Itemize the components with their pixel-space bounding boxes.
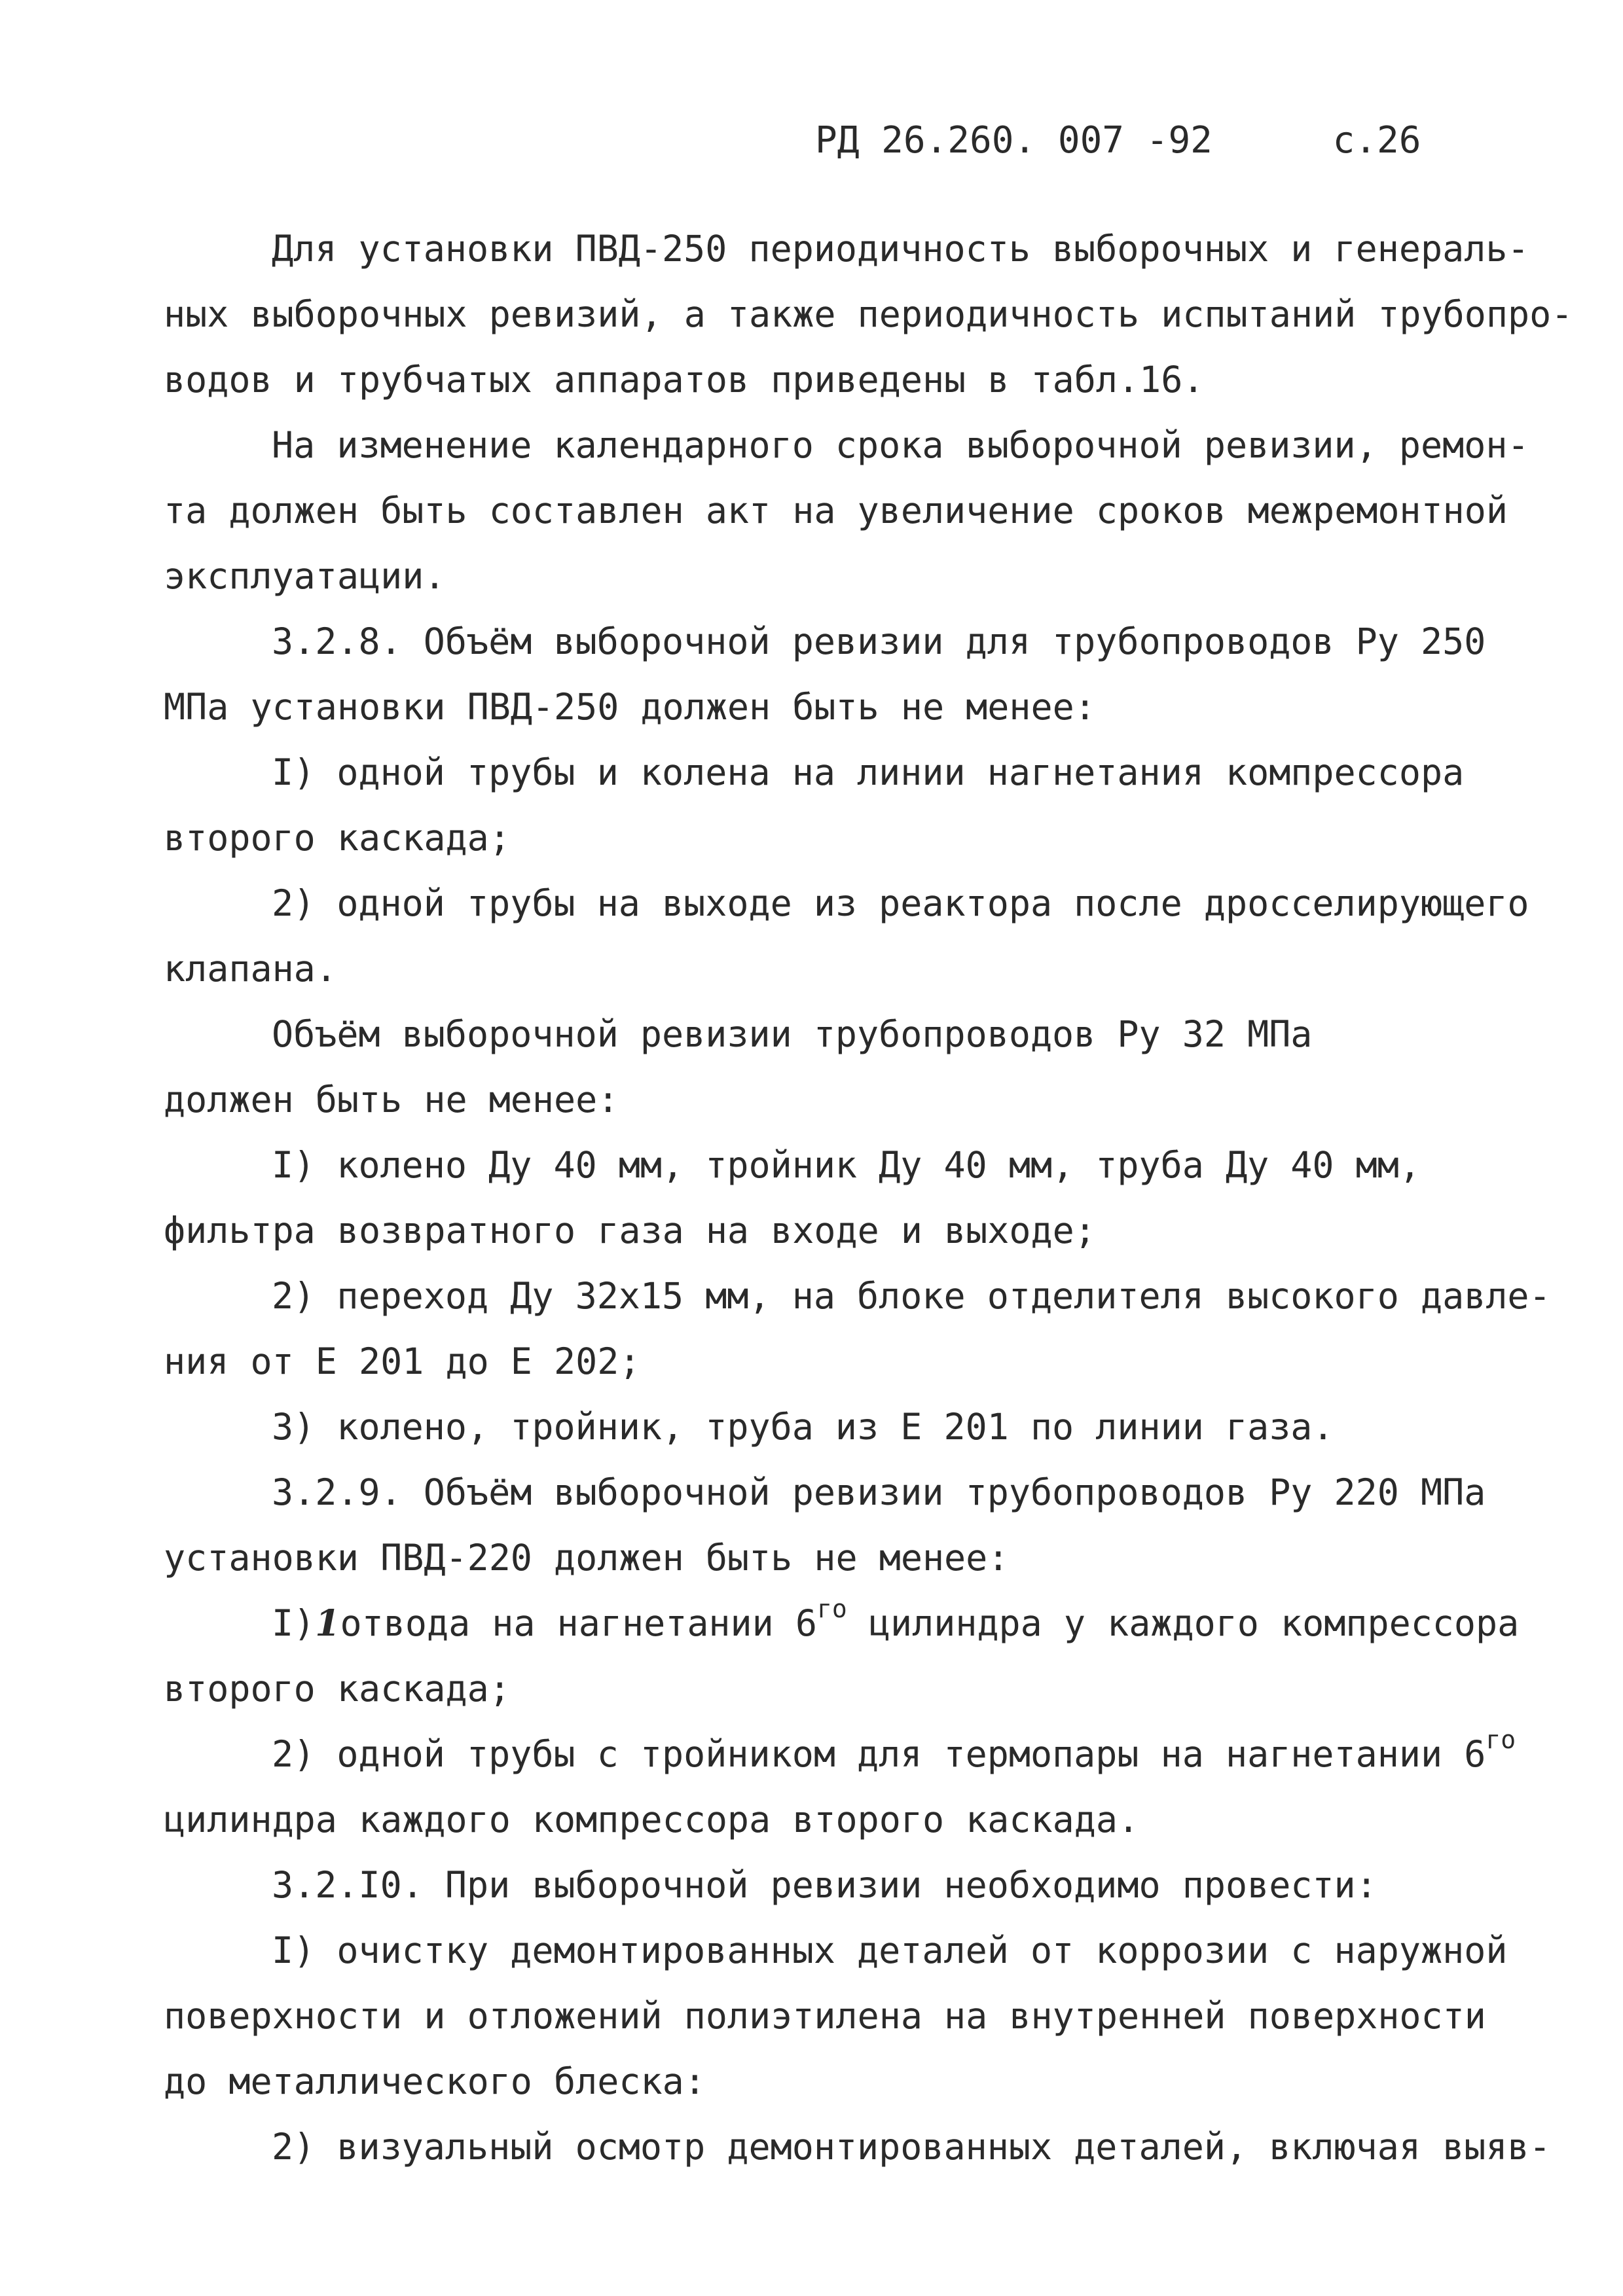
text-line: эксплуатации. [164,555,446,597]
text-line: I) одной трубы и колена на линии нагнетания компрессора [272,751,1465,793]
superscript: го [1486,1725,1516,1754]
text-fragment: 2) одной трубы с тройником для термопары на нагнетании 6 [272,1733,1486,1775]
document-body [164,216,1573,2179]
text-line: 2) визуальный осмотр демонтированных деталей, включая выяв- [272,2126,1551,2168]
document-code: РД 26.260. 007 -92 [815,119,1213,162]
text-line: фильтра возвратного газа на входе и выходе; [164,1210,1096,1251]
text-line: 3.2.8. Объём выборочной ревизии для трубопроводов Ру 250 [272,620,1486,662]
text-line: МПа установки ПВД-250 должен быть не менее: [164,686,1096,728]
page-number: с.26 [1332,119,1421,162]
handwritten-correction: 1 [315,1602,340,1644]
text-block-upper [164,216,1573,1590]
text-line: 2) одной трубы на выходе из реактора после дросселирующего [272,882,1529,924]
text-block-lower [164,1787,1551,2179]
text-line: та должен быть составлен акт на увеличение сроков межремонтной [164,490,1508,531]
text-line: второго каскада; [164,1668,511,1710]
text-line: водов и трубчатых аппаратов приведены в табл.16. [164,359,1205,401]
text-line: 3.2.9. Объём выборочной ревизии трубопроводов Ру 220 МПа [272,1471,1486,1513]
text-line: 3) колено, тройник, труба из Е 201 по линии газа. [272,1406,1334,1448]
page-header [815,118,1421,164]
text-fragment: отвода на нагнетании 6 [340,1602,817,1644]
text-line: I) колено Ду 40 мм, тройник Ду 40 мм, труба Ду 40 мм, [272,1144,1421,1186]
text-line: второго каскада; [164,817,511,859]
text-line: Для установки ПВД-250 периодичность выборочных и генераль- [272,228,1529,270]
text-line: до металлического блеска: [164,2060,706,2102]
text-line: поверхности и отложений полиэтилена на внутренней поверхности [164,1995,1486,2037]
text-line: 3.2.I0. При выборочной ревизии необходимо провести: [272,1864,1377,1906]
text-line: цилиндра каждого компрессора второго каскада. [164,1799,1140,1840]
text-line: 2) переход Ду 32х15 мм, на блоке отделителя высокого давле- [272,1275,1551,1317]
text-fragment: цилиндра у каждого компрессора [847,1602,1520,1644]
text-line-special-2 [164,1721,1516,1787]
list-number: I) [272,1602,316,1644]
text-line: установки ПВД-220 должен быть не менее: [164,1537,1010,1579]
text-line: ных выборочных ревизий, а также периодичность испытаний трубопро- [164,293,1573,335]
text-line: должен быть не менее: [164,1079,619,1121]
text-line-special-1 [164,1590,1520,1656]
text-line: На изменение календарного срока выборочной ревизии, ремон- [272,424,1529,466]
text-line: клапана. [164,948,337,990]
superscript: го [817,1594,847,1623]
text-line: I) очистку демонтированных деталей от коррозии с наружной [272,1929,1508,1971]
text-line: Объём выборочной ревизии трубопроводов Ру 32 МПа [272,1013,1313,1055]
text-line: ния от Е 201 до Е 202; [164,1340,641,1382]
